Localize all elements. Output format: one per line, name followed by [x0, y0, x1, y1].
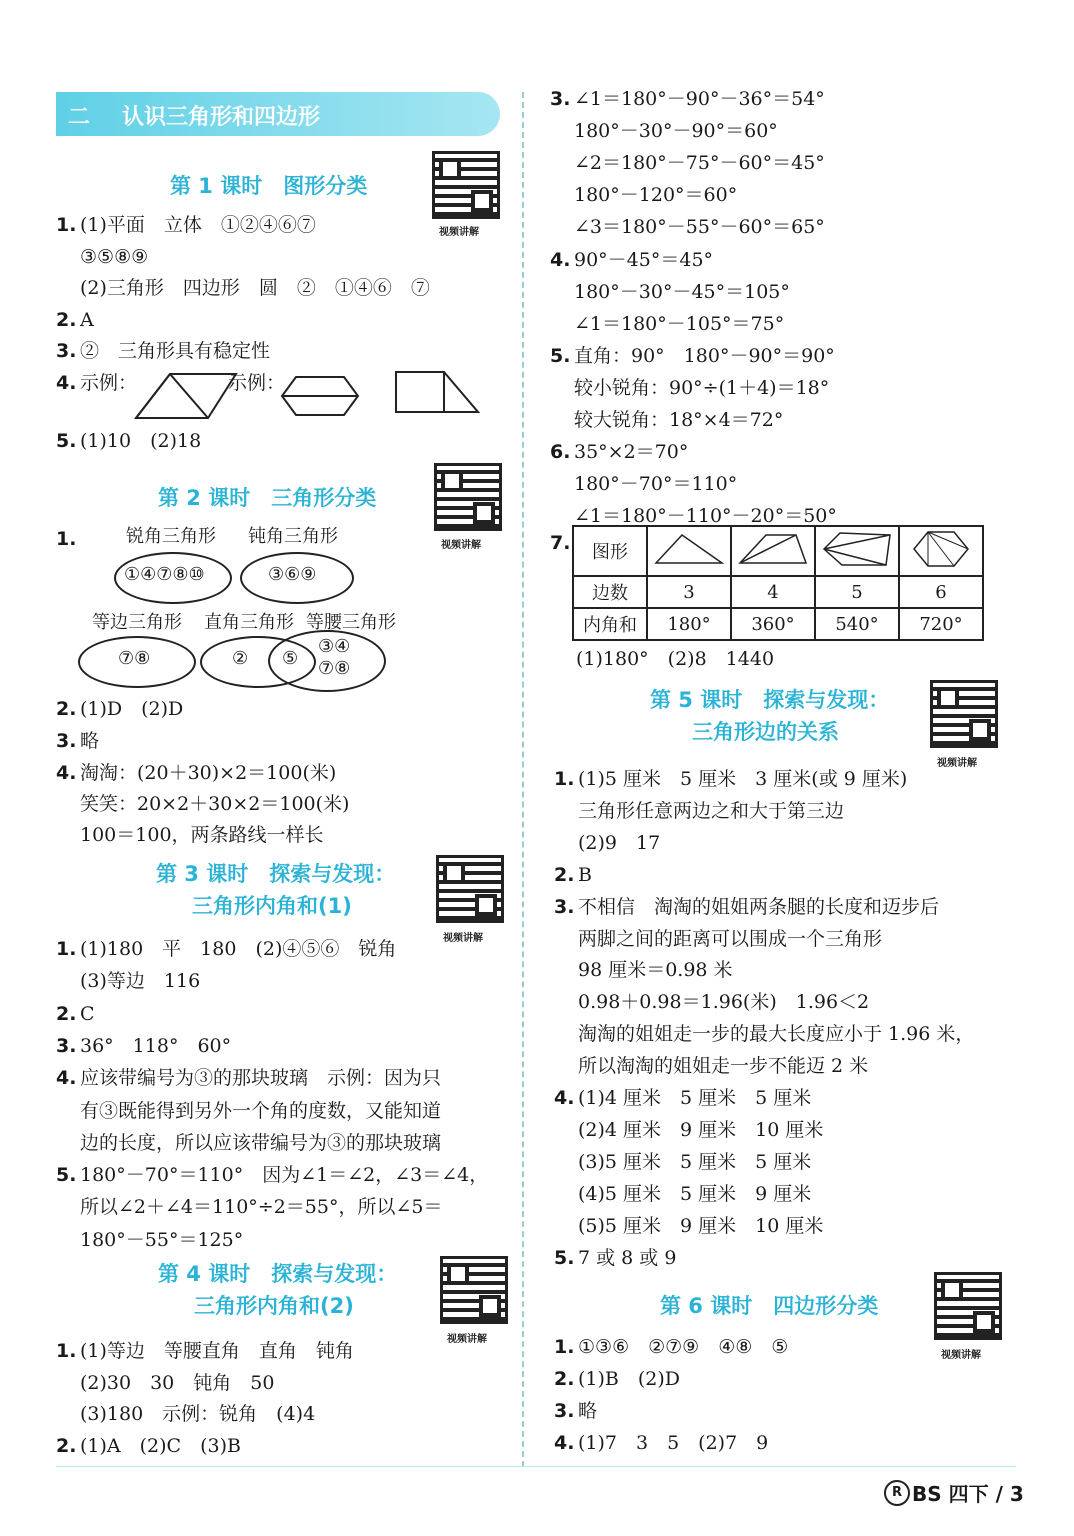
lesson-1-title: 第 1 课时 图形分类: [170, 174, 368, 198]
question-number: 3.: [56, 730, 77, 752]
answer-line: ∠1＝180°－90°－36°＝54°: [574, 88, 825, 110]
answer-line: 边的长度，所以应该带编号为③的那块玻璃: [80, 1131, 442, 1154]
question-number: 3.: [56, 1034, 77, 1057]
table-cell: [647, 526, 731, 576]
answer-line: ② 三角形具有稳定性: [80, 340, 271, 362]
publisher-badge-icon: R: [884, 1480, 910, 1506]
question-number: 1.: [56, 938, 77, 960]
answer-line: 90°－45°＝45°: [574, 248, 714, 271]
answer-line: 180°－30°－45°＝105°: [574, 280, 790, 303]
label-equilateral: 等边三角形: [92, 612, 182, 633]
table-cell: 4: [731, 576, 815, 608]
answer-line: 所以淘淘的姐姐走一步不能迈 2 米: [578, 1055, 869, 1078]
question-number: 5.: [554, 1246, 575, 1269]
question-number: 5.: [56, 430, 77, 452]
set-values: ②: [232, 648, 249, 669]
lesson-2-title: 第 2 课时 三角形分类: [158, 486, 377, 510]
column-divider: [522, 92, 524, 1467]
answer-line: (3)180 示例：锐角 (4)4: [80, 1403, 316, 1425]
answer-line: ③⑤⑧⑨: [80, 245, 149, 268]
question-number: 1.: [56, 214, 77, 236]
answer-line: ∠1＝180°－110°－20°＝50°: [574, 505, 837, 528]
set-values: ③④: [318, 636, 351, 657]
answer-line: 不相信 淘淘的姐姐两条腿的长度和迈步后: [578, 895, 940, 918]
lesson-4-title: 第 4 课时 探索与发现：: [158, 1262, 398, 1286]
answer-line: 35°×2＝70°: [574, 441, 689, 464]
question-number: 4.: [554, 1432, 575, 1454]
question-number: 2.: [56, 1002, 77, 1025]
question-number: 7.: [550, 532, 571, 554]
qr-code-icon[interactable]: [434, 463, 502, 531]
qr-label: 视频讲解: [443, 933, 483, 944]
answer-line: 180°－70°＝110°: [574, 473, 738, 496]
lesson-3-subtitle: 三角形内角和(1): [192, 894, 352, 918]
qr-label: 视频讲解: [937, 758, 977, 769]
answer-line: 7 或 8 或 9: [578, 1246, 677, 1269]
answer-line: (1)7 3 5 (2)7 9: [578, 1432, 769, 1454]
lesson-4-subtitle: 三角形内角和(2): [194, 1294, 354, 1318]
question-number: 4.: [56, 372, 77, 394]
answer-line: 98 厘米＝0.98 米: [578, 959, 733, 982]
answer-line: 淘淘：(20＋30)×2＝100(米): [80, 762, 337, 784]
question-number: 3.: [56, 340, 77, 362]
trapezoid-figure-icon: [132, 368, 242, 424]
question-number: 3.: [554, 1400, 575, 1422]
table-cell: 720°: [899, 608, 983, 640]
lesson-5-title: 第 5 课时 探索与发现：: [650, 688, 890, 712]
lesson-5-subtitle: 三角形边的关系: [692, 720, 839, 744]
answer-line: 应该带编号为③的那块玻璃 示例：因为只: [80, 1067, 442, 1090]
qr-code-icon[interactable]: [436, 855, 504, 923]
answer-line: (2)4 厘米 9 厘米 10 厘米: [578, 1118, 824, 1141]
answer-line: (3)等边 116: [80, 970, 201, 993]
hexagon-figure-icon: [280, 374, 360, 418]
table-cell: 540°: [815, 608, 899, 640]
answer-line: (1)5 厘米 5 厘米 3 厘米(或 9 厘米): [578, 768, 908, 790]
question-number: 5.: [550, 344, 571, 367]
table-cell: [815, 526, 899, 576]
bottom-rule: [56, 1466, 1016, 1467]
answer-line: 直角：90° 180°－90°＝90°: [574, 344, 835, 367]
answer-line: 有③既能得到另外一个角的度数，又能知道: [80, 1099, 442, 1122]
qr-code-icon[interactable]: [930, 680, 998, 748]
question-number: 3.: [554, 895, 575, 918]
trapezoid-split-figure-icon: [394, 370, 480, 414]
answer-line: 略: [578, 1400, 598, 1422]
answer-line: 示例：: [80, 372, 138, 394]
chapter-banner: [56, 92, 500, 136]
answer-line: 100＝100，两条路线一样长: [80, 824, 324, 846]
answer-line: (1)平面 立体 ①②④⑥⑦: [80, 214, 316, 236]
answer-line: (1)4 厘米 5 厘米 5 厘米: [578, 1087, 812, 1109]
question-number: 2.: [554, 1368, 575, 1390]
answer-line: C: [80, 1002, 95, 1025]
question-number: 1.: [56, 528, 77, 550]
question-number: 2.: [56, 698, 77, 720]
lesson-3-title: 第 3 课时 探索与发现：: [156, 862, 396, 886]
table-cell: 图形: [573, 526, 647, 576]
qr-code-icon[interactable]: [440, 1256, 508, 1324]
table-cell: 180°: [647, 608, 731, 640]
answer-line: ∠1＝180°－105°＝75°: [574, 312, 785, 335]
answer-line: ∠2＝180°－75°－60°＝45°: [574, 152, 825, 175]
answer-line: 180°－30°－90°＝60°: [574, 120, 778, 143]
answer-line: 笑笑：20×2＋30×2＝100(米): [80, 793, 350, 815]
question-number: 1.: [554, 768, 575, 790]
question-number: 2.: [554, 863, 575, 886]
answer-line: (1)等边 等腰直角 直角 钝角: [80, 1340, 354, 1362]
question-number: 4.: [554, 1087, 575, 1109]
question-number: 2.: [56, 308, 77, 331]
question-number: 1.: [554, 1336, 575, 1358]
question-number: 2.: [56, 1434, 77, 1457]
set-values: ①④⑦⑧⑩: [124, 564, 205, 585]
answer-line: B: [578, 863, 592, 886]
set-values: ⑤: [282, 648, 299, 669]
table-cell: 边数: [573, 576, 647, 608]
qr-label: 视频讲解: [441, 540, 481, 551]
chapter-title: 认识三角形和四边形: [122, 105, 321, 130]
answer-line: (2)30 30 钝角 50: [80, 1371, 275, 1394]
qr-label: 视频讲解: [941, 1350, 981, 1361]
question-number: 3.: [550, 88, 571, 110]
lesson-6-title: 第 6 课时 四边形分类: [660, 1294, 879, 1318]
answer-line: (5)5 厘米 9 厘米 10 厘米: [578, 1214, 824, 1237]
set-values: ⑦⑧: [118, 648, 151, 669]
label-right: 直角三角形: [204, 612, 294, 633]
answer-line: 淘淘的姐姐走一步的最大长度应小于 1.96 米，: [578, 1023, 975, 1046]
answer-line: 180°－55°＝125°: [80, 1228, 244, 1251]
table-cell: 5: [815, 576, 899, 608]
table-cell: 3: [647, 576, 731, 608]
question-number: 4.: [550, 248, 571, 271]
qr-code-icon[interactable]: [432, 151, 500, 219]
label-acute: 锐角三角形: [126, 526, 216, 547]
question-number: 4.: [56, 762, 77, 784]
table-cell: 内角和: [573, 608, 647, 640]
answer-line: (3)5 厘米 5 厘米 5 厘米: [578, 1150, 812, 1173]
question-number: 1.: [56, 1340, 77, 1362]
table-cell: 6: [899, 576, 983, 608]
answer-line: 略: [80, 730, 100, 752]
answer-line: 36° 118° 60°: [80, 1034, 232, 1057]
question-number: 6.: [550, 441, 571, 464]
answer-line: 较小锐角：90°÷(1＋4)＝18°: [574, 376, 830, 399]
answer-line: 两脚之间的距离可以围成一个三角形: [578, 927, 883, 950]
set-values: ③⑥⑨: [268, 564, 317, 585]
table-cell: [899, 526, 983, 576]
table-cell: 360°: [731, 608, 815, 640]
answer-line: (1)10 (2)18: [80, 430, 202, 452]
qr-label: 视频讲解: [439, 227, 479, 238]
answer-line: 较大锐角：18°×4＝72°: [574, 409, 784, 431]
answer-line: (2)三角形 四边形 圆 ② ①④⑥ ⑦: [80, 277, 430, 299]
polygon-table: [572, 525, 984, 641]
answer-line: ①③⑥ ②⑦⑨ ④⑧ ⑤: [578, 1336, 789, 1358]
label-obtuse: 钝角三角形: [248, 526, 338, 547]
qr-code-icon[interactable]: [934, 1272, 1002, 1340]
page-footer: BS 四下 / 3: [912, 1482, 1024, 1506]
answer-line: (2)9 17: [578, 831, 661, 854]
question-number: 4.: [56, 1067, 77, 1090]
answer-line: 所以∠2＋∠4＝110°÷2＝55°，所以∠5＝: [80, 1196, 443, 1219]
answer-line: (1)180 平 180 (2)④⑤⑥ 锐角: [80, 938, 397, 960]
answer-line: (4)5 厘米 5 厘米 9 厘米: [578, 1182, 812, 1205]
label-isosceles: 等腰三角形: [306, 612, 396, 633]
chapter-number: 二: [68, 105, 91, 130]
answer-line: (1)D (2)D: [80, 698, 184, 720]
qr-label: 视频讲解: [447, 1334, 487, 1345]
question-number: 5.: [56, 1164, 77, 1187]
answer-line: A: [80, 308, 94, 331]
answer-line: 180°－70°＝110° 因为∠1＝∠2，∠3＝∠4，: [80, 1164, 489, 1187]
answer-line: 三角形任意两边之和大于第三边: [578, 799, 845, 822]
answer-line: 0.98＋0.98＝1.96(米) 1.96＜2: [578, 991, 870, 1014]
answer-line: (1)A (2)C (3)B: [80, 1434, 241, 1457]
answer-line: (1)B (2)D: [578, 1368, 681, 1390]
example-label: 示例：: [228, 372, 286, 394]
table-cell: [731, 526, 815, 576]
answer-line: (1)180° (2)8 1440: [576, 648, 775, 670]
answer-line: 180°－120°＝60°: [574, 184, 738, 207]
set-values: ⑦⑧: [318, 658, 351, 679]
answer-line: ∠3＝180°－55°－60°＝65°: [574, 216, 825, 239]
